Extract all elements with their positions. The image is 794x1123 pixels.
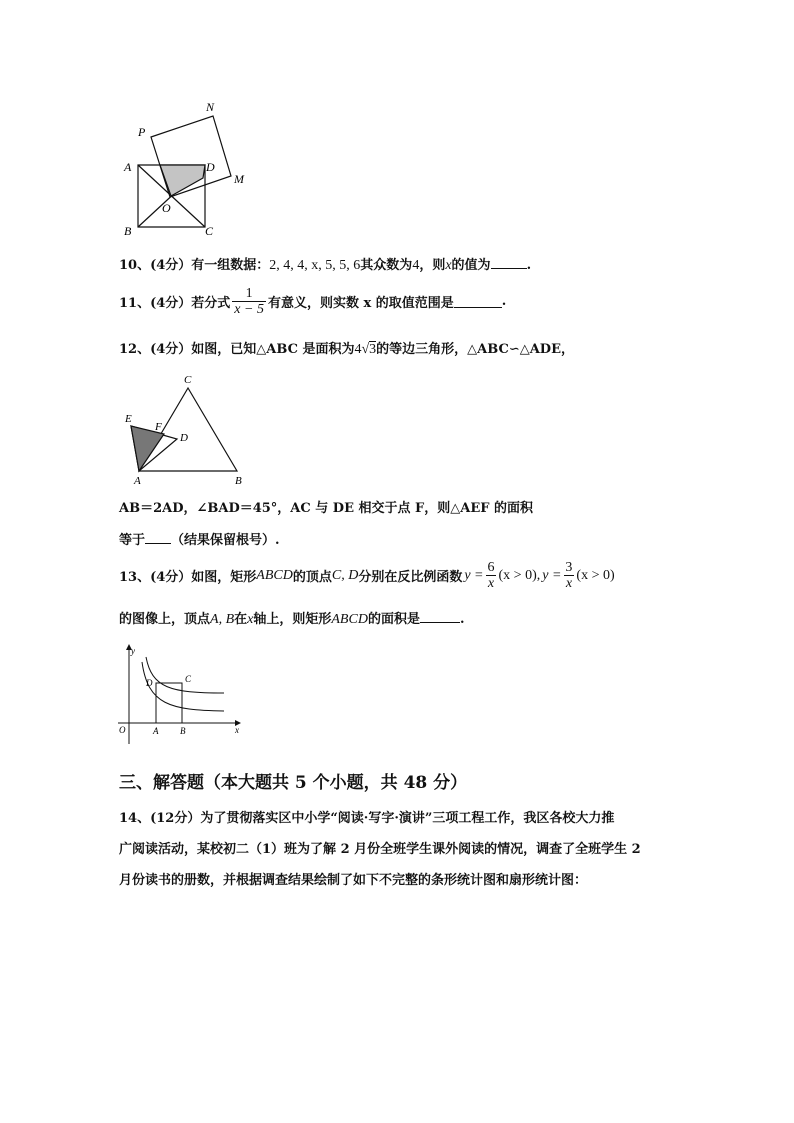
question-12-cont: AB＝2AD，∠BAD＝45°，AC 与 DE 相交于点 F，则△AEF 的面积 xyxy=(119,501,534,516)
q11-fraction: $\frac{1}{x - 5}$ xyxy=(234,286,264,317)
q10-data: 2, 4, 4, x, 5, 5, 6 xyxy=(269,258,361,273)
label-b: B xyxy=(180,726,186,736)
section-heading: 三、解答题（本大题共 5 个小题，共 48 分） xyxy=(119,773,468,793)
label-c: C xyxy=(185,674,192,684)
figure-inverse-functions xyxy=(116,640,246,746)
label-c: C xyxy=(184,374,192,386)
question-12-cont2: 等于 （结果保留根号）. xyxy=(119,533,280,548)
question-13-cont: 的图像上，顶点A, B在x轴上，则矩形ABCD的面积是 . xyxy=(119,612,465,627)
q12-answer-blank[interactable] xyxy=(145,531,171,544)
label-a: A xyxy=(134,475,141,487)
label-d: D xyxy=(206,160,215,174)
q14-line-1: 14、(12分）为了贯彻落实区中小学“阅读·写字·演讲”三项工程工作，我区各校大力推 xyxy=(119,811,615,826)
q10-answer-blank[interactable] xyxy=(491,256,527,269)
q11-answer-blank[interactable] xyxy=(454,295,502,308)
label-b: B xyxy=(124,224,132,238)
q14-line-2: 广阅读活动，某校初二（1）班为了解 2 月份全班学生课外阅读的情况，调查了全班学生 2 xyxy=(119,842,641,857)
label-o: O xyxy=(119,725,126,735)
q13-answer-blank[interactable] xyxy=(420,610,460,623)
rectangle-abcd xyxy=(156,683,182,723)
figure-similar-triangles xyxy=(118,370,258,488)
q13-fraction-1: $\frac{6}{x}$ xyxy=(487,560,495,591)
question-13: 13、(4分）如图，矩形 ABCD 的顶点 C, D 分别在反比例函数 y = $\frac{6}{x}$ (x > 0), y = $\frac{3}{x}$ (x > 0) xyxy=(119,560,615,591)
label-c: C xyxy=(205,224,214,238)
sqrt-symbol: √ xyxy=(361,342,370,357)
label-p: P xyxy=(138,125,146,139)
q14-line-3: 月份读书的册数，并根据调查结果绘制了如下不完整的条形统计图和扇形统计图： xyxy=(119,873,588,888)
question-10: 10、(4分）有一组数据：2, 4, 4, x, 5, 5, 6其众数为4，则x的值为 . xyxy=(119,258,532,273)
label-b: B xyxy=(235,475,242,487)
q10-mode: 4 xyxy=(412,258,420,273)
label-x: x xyxy=(235,725,239,735)
label-f: F xyxy=(155,421,162,433)
question-12: 12、(4分）如图，已知△ABC 是面积为4√3的等边三角形，△ABC∽△ADE， xyxy=(119,342,574,357)
label-d: D xyxy=(146,678,153,688)
q13-fraction-2: $\frac{3}{x}$ xyxy=(565,560,573,591)
label-n: N xyxy=(206,100,215,114)
label-a: A xyxy=(153,726,159,736)
curve-y-3-over-x xyxy=(142,662,224,711)
label-m: M xyxy=(234,172,244,186)
label-d: D xyxy=(180,432,188,444)
figure-square-rotation xyxy=(118,95,258,240)
label-y: y xyxy=(131,646,135,656)
question-11: 11、(4分）若分式 $\frac{1}{x - 5}$ 有意义，则实数 x 的取值范围是 . xyxy=(119,286,507,317)
label-a: A xyxy=(124,160,132,174)
question-14 xyxy=(119,803,699,896)
label-o: O xyxy=(162,201,171,215)
label-e: E xyxy=(125,413,132,425)
